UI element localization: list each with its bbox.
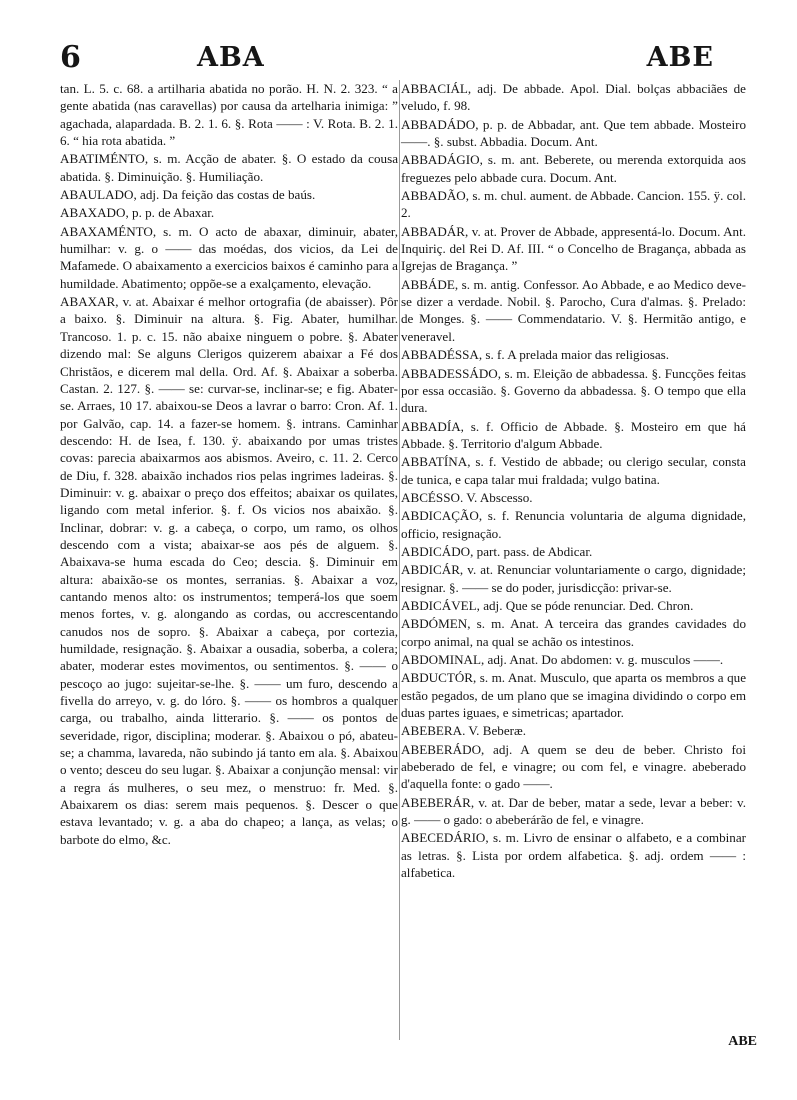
- dictionary-entry: ABAXAR, v. at. Abaixar é melhor ortografia (de abaisser). Pôr a baixo. §. Diminuir na altura. §. Fig. Abater, humilhar. Trancoso. 1. p. c. 15. não abaixe ninguem o pobre. §. Abater dizendo mal: Se alguns Clerigos quizerem abaixar a Fé dos Christãos, e dicerem mal della. Ord. Af. §. Abaixar a soberba. Castan. 2. 127. §. —— se: curvar-se, inclinar-se; e fig. Abater-se. Arraes, 10 17. abaixou-se Deos a lavrar o barro: Cron. Af. 1. por Galvão, cap. 14. a fazer-se homem. §. intrans. Caminhar descendo: H. de Isea, f. 130. ÿ. abaixando por umas tristes covas: parecia abaixarmos aos abismos. Aveiro, c. 11. 2. Cerco de Diu, f. 328. abaixão inchados rios pelas ingrimes ladeiras. §. Diminuir: v. g. abaixar o preço dos effeitos; abaixar os quilates, ligando com metal inferior. §. f. Os vicios nos abaixão. §. Inclinar, dobrar: v. g. a cabeça, o corpo, um ramo, os olhos descendo com a vista; abaixar-se aos pés de alguem. §. Abaixava-se huma escada do Ceo; descia. §. Diminuir em altura: abaixão-se os montes, serranias. §. Abaixar a voz, cantando menos alto: os instrumentos; temperá-los que soem menos fortes, v. g. alongando as cordas, ou accrescentando canudos nos de sopro. §. Abaixar a cabeça, por cortezia, humildade, resignação. §. Abaixar a ousadia, soberba, a colera; abater, moderar estes movimentos, ou sentimentos. §. —— o pescoço ao jugo: sujeitar-se-lhe. §. —— um furo, descendo a fivella do arreyo, v. g. do lóro. §. —— os hombros a qualquer carga, ou trabalho, ainda litterario. §. —— os pontos de severidade, rigor, disciplina; moderar. §. Abaixou o pó, abateu-se; a chamma, lavareda, não subindo já tanto em ala. §. Abaixou o vento; desceu do seu lugar. §. Abaixar a conjunção mensal: vir a regra ás mulheres, o seu mez, o menstruo: fr. Med. §. Abaixarem os dias: serem mais pequenos. §. Descer o que estava levantado; v. g. a aba do chapeo; a lança, as velas; o barbote do elmo, &c.: [60, 294, 398, 847]
- dictionary-entry: ABDOMINAL, adj. Anat. Do abdomen: v. g. musculos ——.: [401, 652, 724, 667]
- dictionary-entry: ABDICÁR, v. at. Renunciar voluntariamente o cargo, dignidade; resignar. §. —— se do poder, jurisdicção: privar-se.: [401, 562, 746, 595]
- dictionary-entry: ABEBERA. V. Beberæ.: [401, 723, 527, 739]
- dictionary-entry: ABDICAÇÃO, s. f. Renuncia voluntaria de alguma dignidade, officio, resignação.: [401, 508, 746, 541]
- dictionary-entry: ABEBERÁDO, adj. A quem se deu de beber. Christo foi abeberado de fel, e vinagre; ou com fel, e vinagre. abeberado d'aquella fonte: o gado ——.: [401, 741, 746, 792]
- dictionary-entry: ABBADÁR, v. at. Prover de Abbade, appresentá-lo. Docum. Ant. Inquiriç. del Rei D. Af. III. “ o Concelho de Bragança, abbada as Igrejas de Bragança. ”: [401, 223, 746, 274]
- running-head-right: ABE: [646, 42, 714, 73]
- page-number: 6: [60, 40, 81, 75]
- dictionary-entry: ABBADÁDO, p. p. de Abbadar, ant. Que tem abbade. Mosteiro ——. §. subst. Abbadia. Docum. Ant.: [401, 116, 746, 150]
- dictionary-entry: ABDICÁVEL, adj. Que se póde renunciar. Ded. Chron.: [401, 597, 694, 613]
- column-divider: [399, 80, 400, 1040]
- dictionary-entry: ABEBERÁR, v. at. Dar de beber, matar a sede, levar a beber: v. g. —— o gado: o abeberárão de fel, e vinagre.: [401, 794, 746, 828]
- dictionary-entry: ABDÓMEN, s. m. Anat. A terceira das grandes cavidades do corpo animal, na qual se achão os intestinos.: [401, 616, 746, 649]
- right-column: [401, 80, 746, 882]
- dictionary-entry: ABAULADO, adj. Da feição das costas de baús.: [60, 187, 316, 203]
- dictionary-entry: ABBADÃO, s. m. chul. aument. de Abbade. Cancion. 155. ÿ. col. 2.: [401, 188, 746, 221]
- dictionary-entry: ABAXADO, p. p. de Abaxar.: [60, 205, 215, 221]
- dictionary-entry: ABCÉSSO. V. Abscesso.: [401, 489, 533, 505]
- dictionary-entry: ABDICÁDO, part. pass. de Abdicar.: [401, 543, 593, 559]
- dictionary-entry: ABDUCTÓR, s. m. Anat. Musculo, que aparta os membros a que estão pegados, de um plano que se imagina dividindo o corpo em duas partes iguaes, e simetricas; apartador.: [401, 670, 746, 721]
- running-head-left: ABA: [197, 42, 265, 73]
- dictionary-entry: ABBÁDE, s. m. antig. Confessor. Ao Abbade, e ao Medico deve-se dizer a verdade. Nobil. §. Parocho, Cura d'almas. §. Prelado: de Monges. §. —— Commendatario. V. §. Hermitão antigo, e veneravel.: [401, 276, 746, 344]
- dictionary-entry: ABECEDÁRIO, s. m. Livro de ensinar o alfabeto, e a combinar as letras. §. Lista por ordem alfabetica. §. adj. ordem —— : alfabetica.: [401, 830, 746, 881]
- dictionary-entry: ABBADÍA, s. f. Officio de Abbade. §. Mosteiro em que há Abbade. §. Territorio d'algum Abbade.: [401, 418, 746, 451]
- dictionary-entry: ABBACIÁL, adj. De abbade. Apol. Dial. bolças abbaciães de veludo, f. 98.: [401, 81, 746, 114]
- page-header: [60, 40, 752, 80]
- dictionary-entry: ABBADÁGIO, s. m. ant. Beberete, ou merenda extorquida aos freguezes pelo abbade cura. Docum. Ant.: [401, 152, 746, 185]
- dictionary-entry: ABBATÍNA, s. f. Vestido de abbade; ou clerigo secular, consta de tunica, e capa talar mui fraldada; vulgo batina.: [401, 454, 746, 487]
- dictionary-entry: tan. L. 5. c. 68. a artilharia abatida no porão. H. N. 2. 323. “ a gente abatida (nas caravellas) por causa da artelharia inimiga: ” agachada, alapardada. B. 2. 1. 6. §. Rota —— : V. Rota. B. 2. 1. 6. “ hia rota abatida. ”: [60, 81, 398, 149]
- dictionary-entry: ABBADESSÁDO, s. m. Eleição de abbadessa. §. Funcções feitas por essa occasião. §. Governo da abbadessa. §. O tempo que ella dura.: [401, 365, 746, 416]
- catchword: ABE: [728, 1034, 757, 1049]
- left-column: [60, 80, 398, 849]
- dictionary-entry: ABATIMÉNTO, s. m. Acção de abater. §. O estado da cousa abatida. §. Diminuição. §. Humiliação.: [60, 151, 398, 184]
- dictionary-entry: ABBADÉSSA, s. f. A prelada maior das religiosas.: [401, 347, 670, 363]
- dictionary-entry: ABAXAMÉNTO, s. m. O acto de abaxar, diminuir, abater, humilhar: v. g. o —— das moédas, dos vicios, da Lei de Mafamede. O abaixamento a exercicios baixos é caminho para a humildade. Abatimento; oppõe-se a exalçamento, elevação.: [60, 223, 398, 291]
